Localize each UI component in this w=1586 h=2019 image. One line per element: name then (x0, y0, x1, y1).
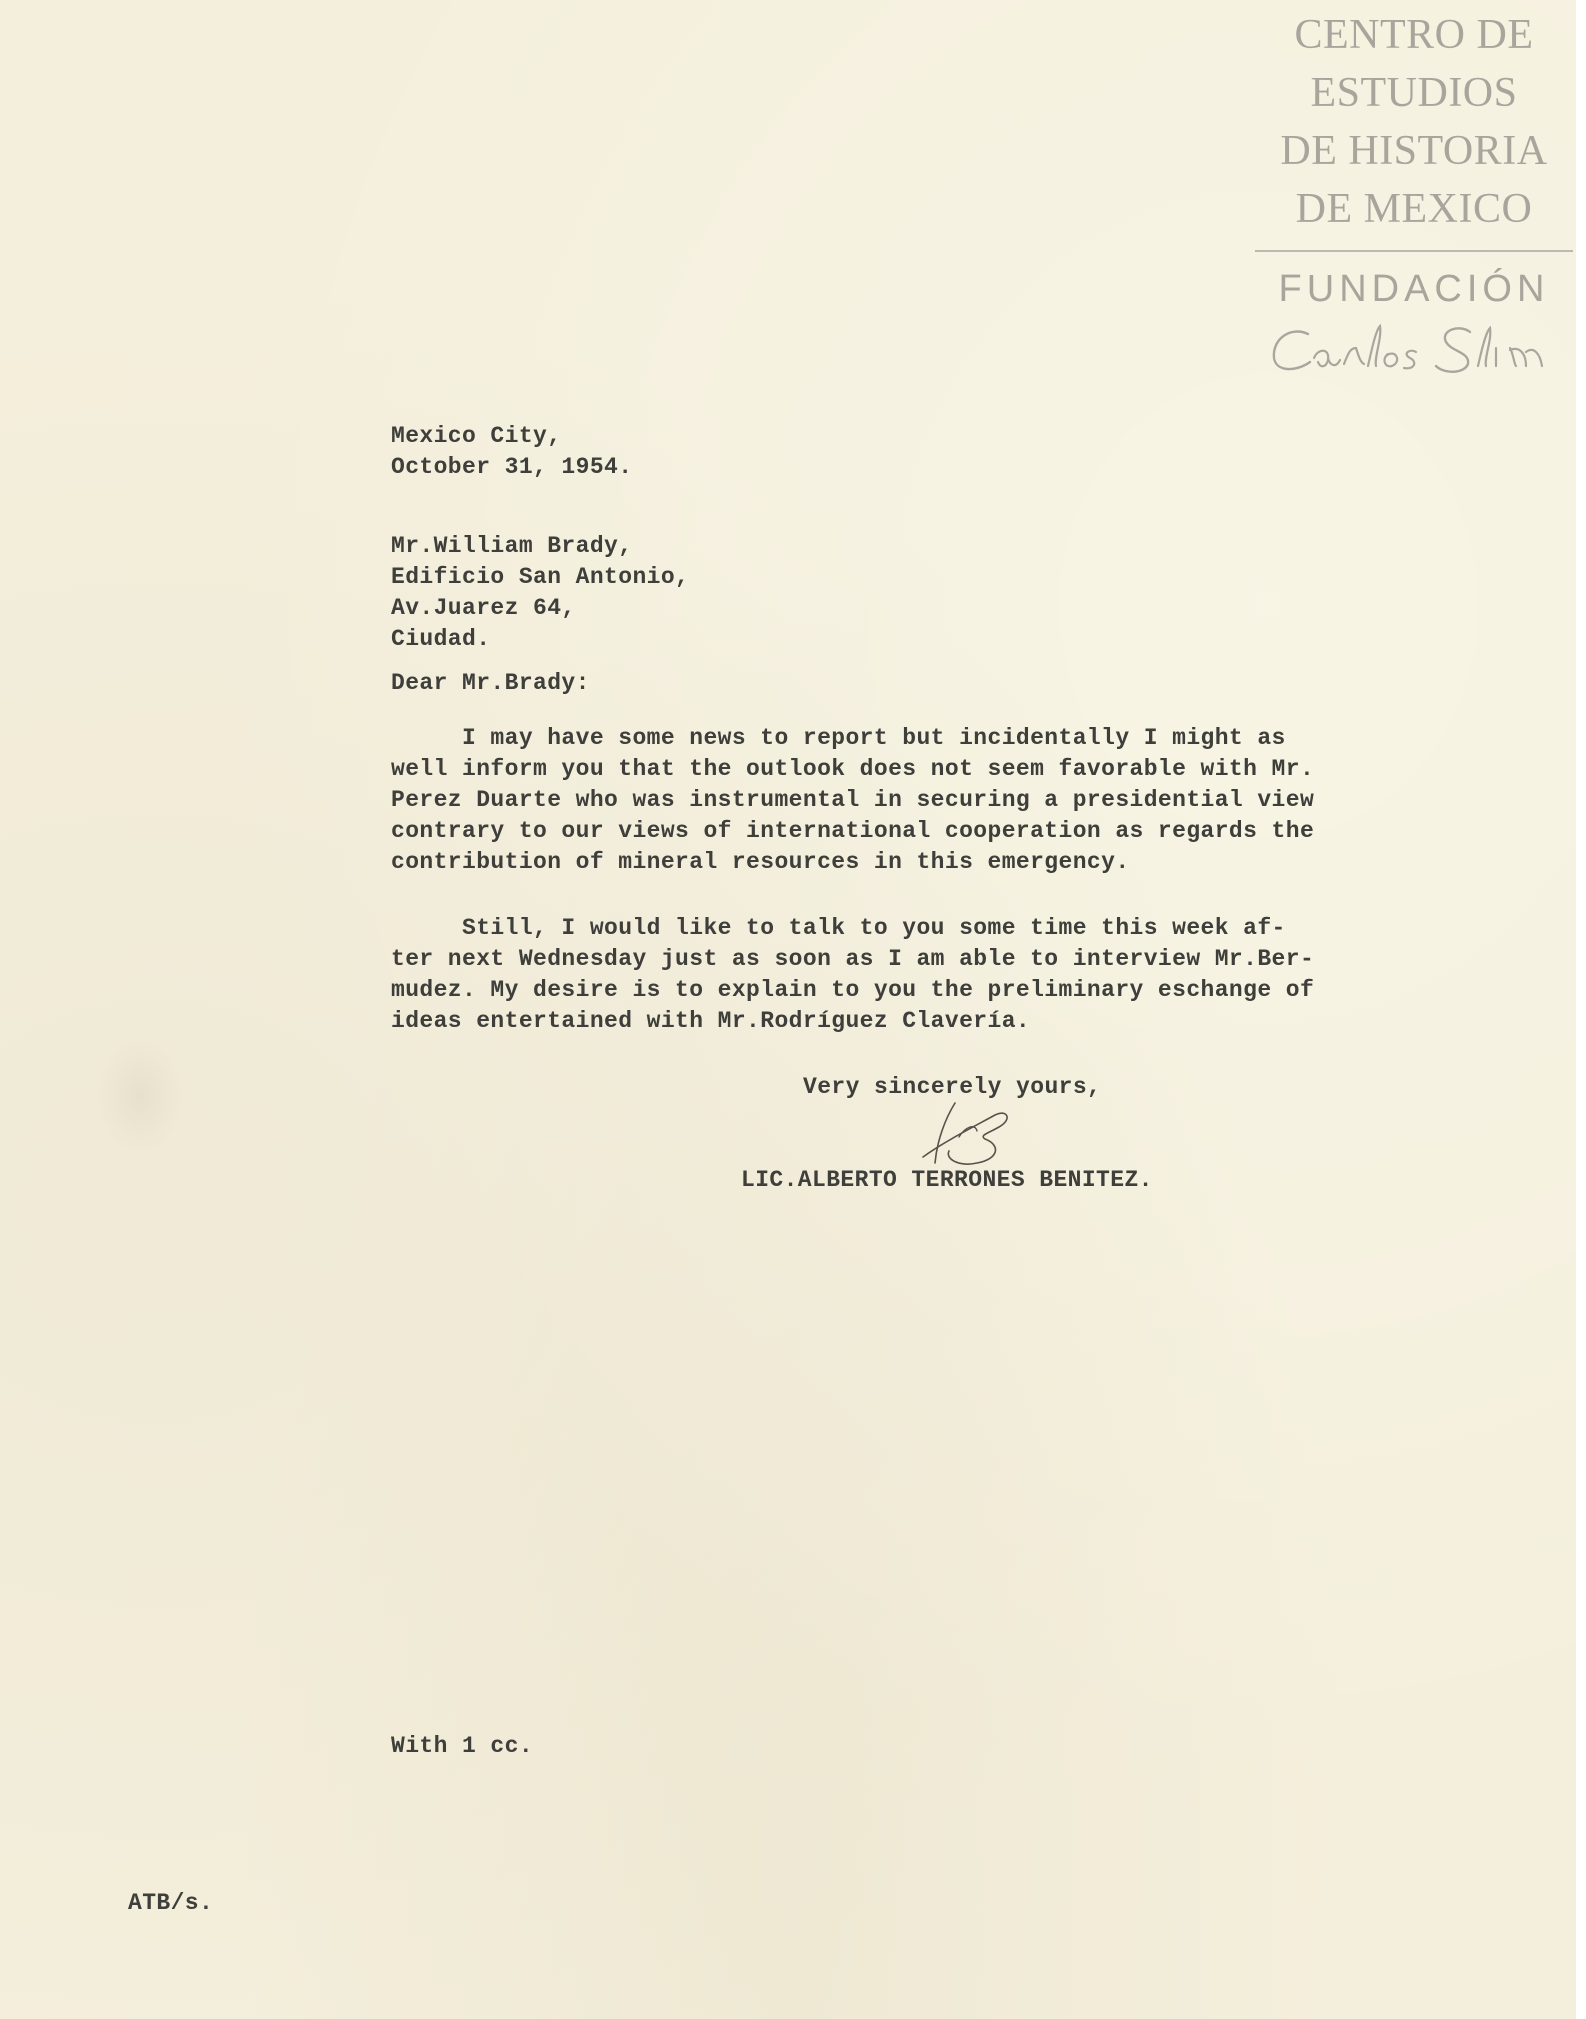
recipient-address (391, 531, 689, 655)
paragraph-2 (391, 913, 1314, 1037)
stamp-line: ESTUDIOS (1310, 70, 1518, 116)
address-line: Edificio San Antonio, (391, 564, 690, 590)
closing-text: Very sincerely yours, (803, 1074, 1102, 1100)
letter-line: Mexico City, (391, 423, 562, 449)
paragraph-line: Perez Duarte who was instrumental in securing a presidential view (391, 787, 1315, 813)
paragraph-line: well inform you that the outlook does not seem favorable with Mr. (391, 756, 1315, 782)
paragraph-line: mudez. My desire is to explain to you the preliminary eschange of (391, 977, 1315, 1003)
salutation (391, 668, 590, 699)
foundation-signature-logo (1254, 318, 1574, 380)
stamp-line: CENTRO DE (1294, 12, 1534, 58)
paragraph-1 (391, 723, 1314, 878)
stamp-line: DE HISTORIA (1280, 128, 1548, 174)
salutation-text: Dear Mr.Brady: (391, 670, 590, 696)
place-and-date (391, 421, 632, 483)
initials-text: ATB/s. (128, 1890, 214, 1916)
paragraph-line: ideas entertained with Mr.Rodríguez Clavería. (391, 1008, 1031, 1034)
paragraph-line: contrary to our views of international cooperation as regards the (391, 818, 1315, 844)
recipient-name: Mr.William Brady, (391, 533, 633, 559)
signatory-name: LIC.ALBERTO TERRONES BENITEZ. (741, 1167, 1153, 1193)
letter-date: October 31, 1954. (391, 454, 633, 480)
scan-edge (1576, 0, 1586, 2019)
enclosure-text: With 1 cc. (391, 1733, 534, 1759)
stamp-foundation: FUNDACIÓN (1278, 268, 1550, 310)
paragraph-line: Still, I would like to talk to you some time this week af- (391, 915, 1286, 941)
stamp-divider (1255, 250, 1573, 252)
paragraph-line: contribution of mineral resources in this emergency. (391, 849, 1130, 875)
stamp-line: DE MEXICO (1295, 186, 1533, 232)
paragraph-line: I may have some news to report but incidentally I might as (391, 725, 1286, 751)
reference-initials (128, 1888, 213, 1919)
archive-stamp (1254, 6, 1574, 380)
address-line: Av.Juarez 64, (391, 595, 576, 621)
typed-signature (741, 1165, 1153, 1196)
cursive-signature-icon (1264, 318, 1564, 380)
paragraph-line: ter next Wednesday just as soon as I am able to interview Mr.Ber- (391, 946, 1315, 972)
address-line: Ciudad. (391, 626, 491, 652)
paper-smudge (95, 1035, 185, 1155)
enclosure-note (391, 1731, 533, 1762)
